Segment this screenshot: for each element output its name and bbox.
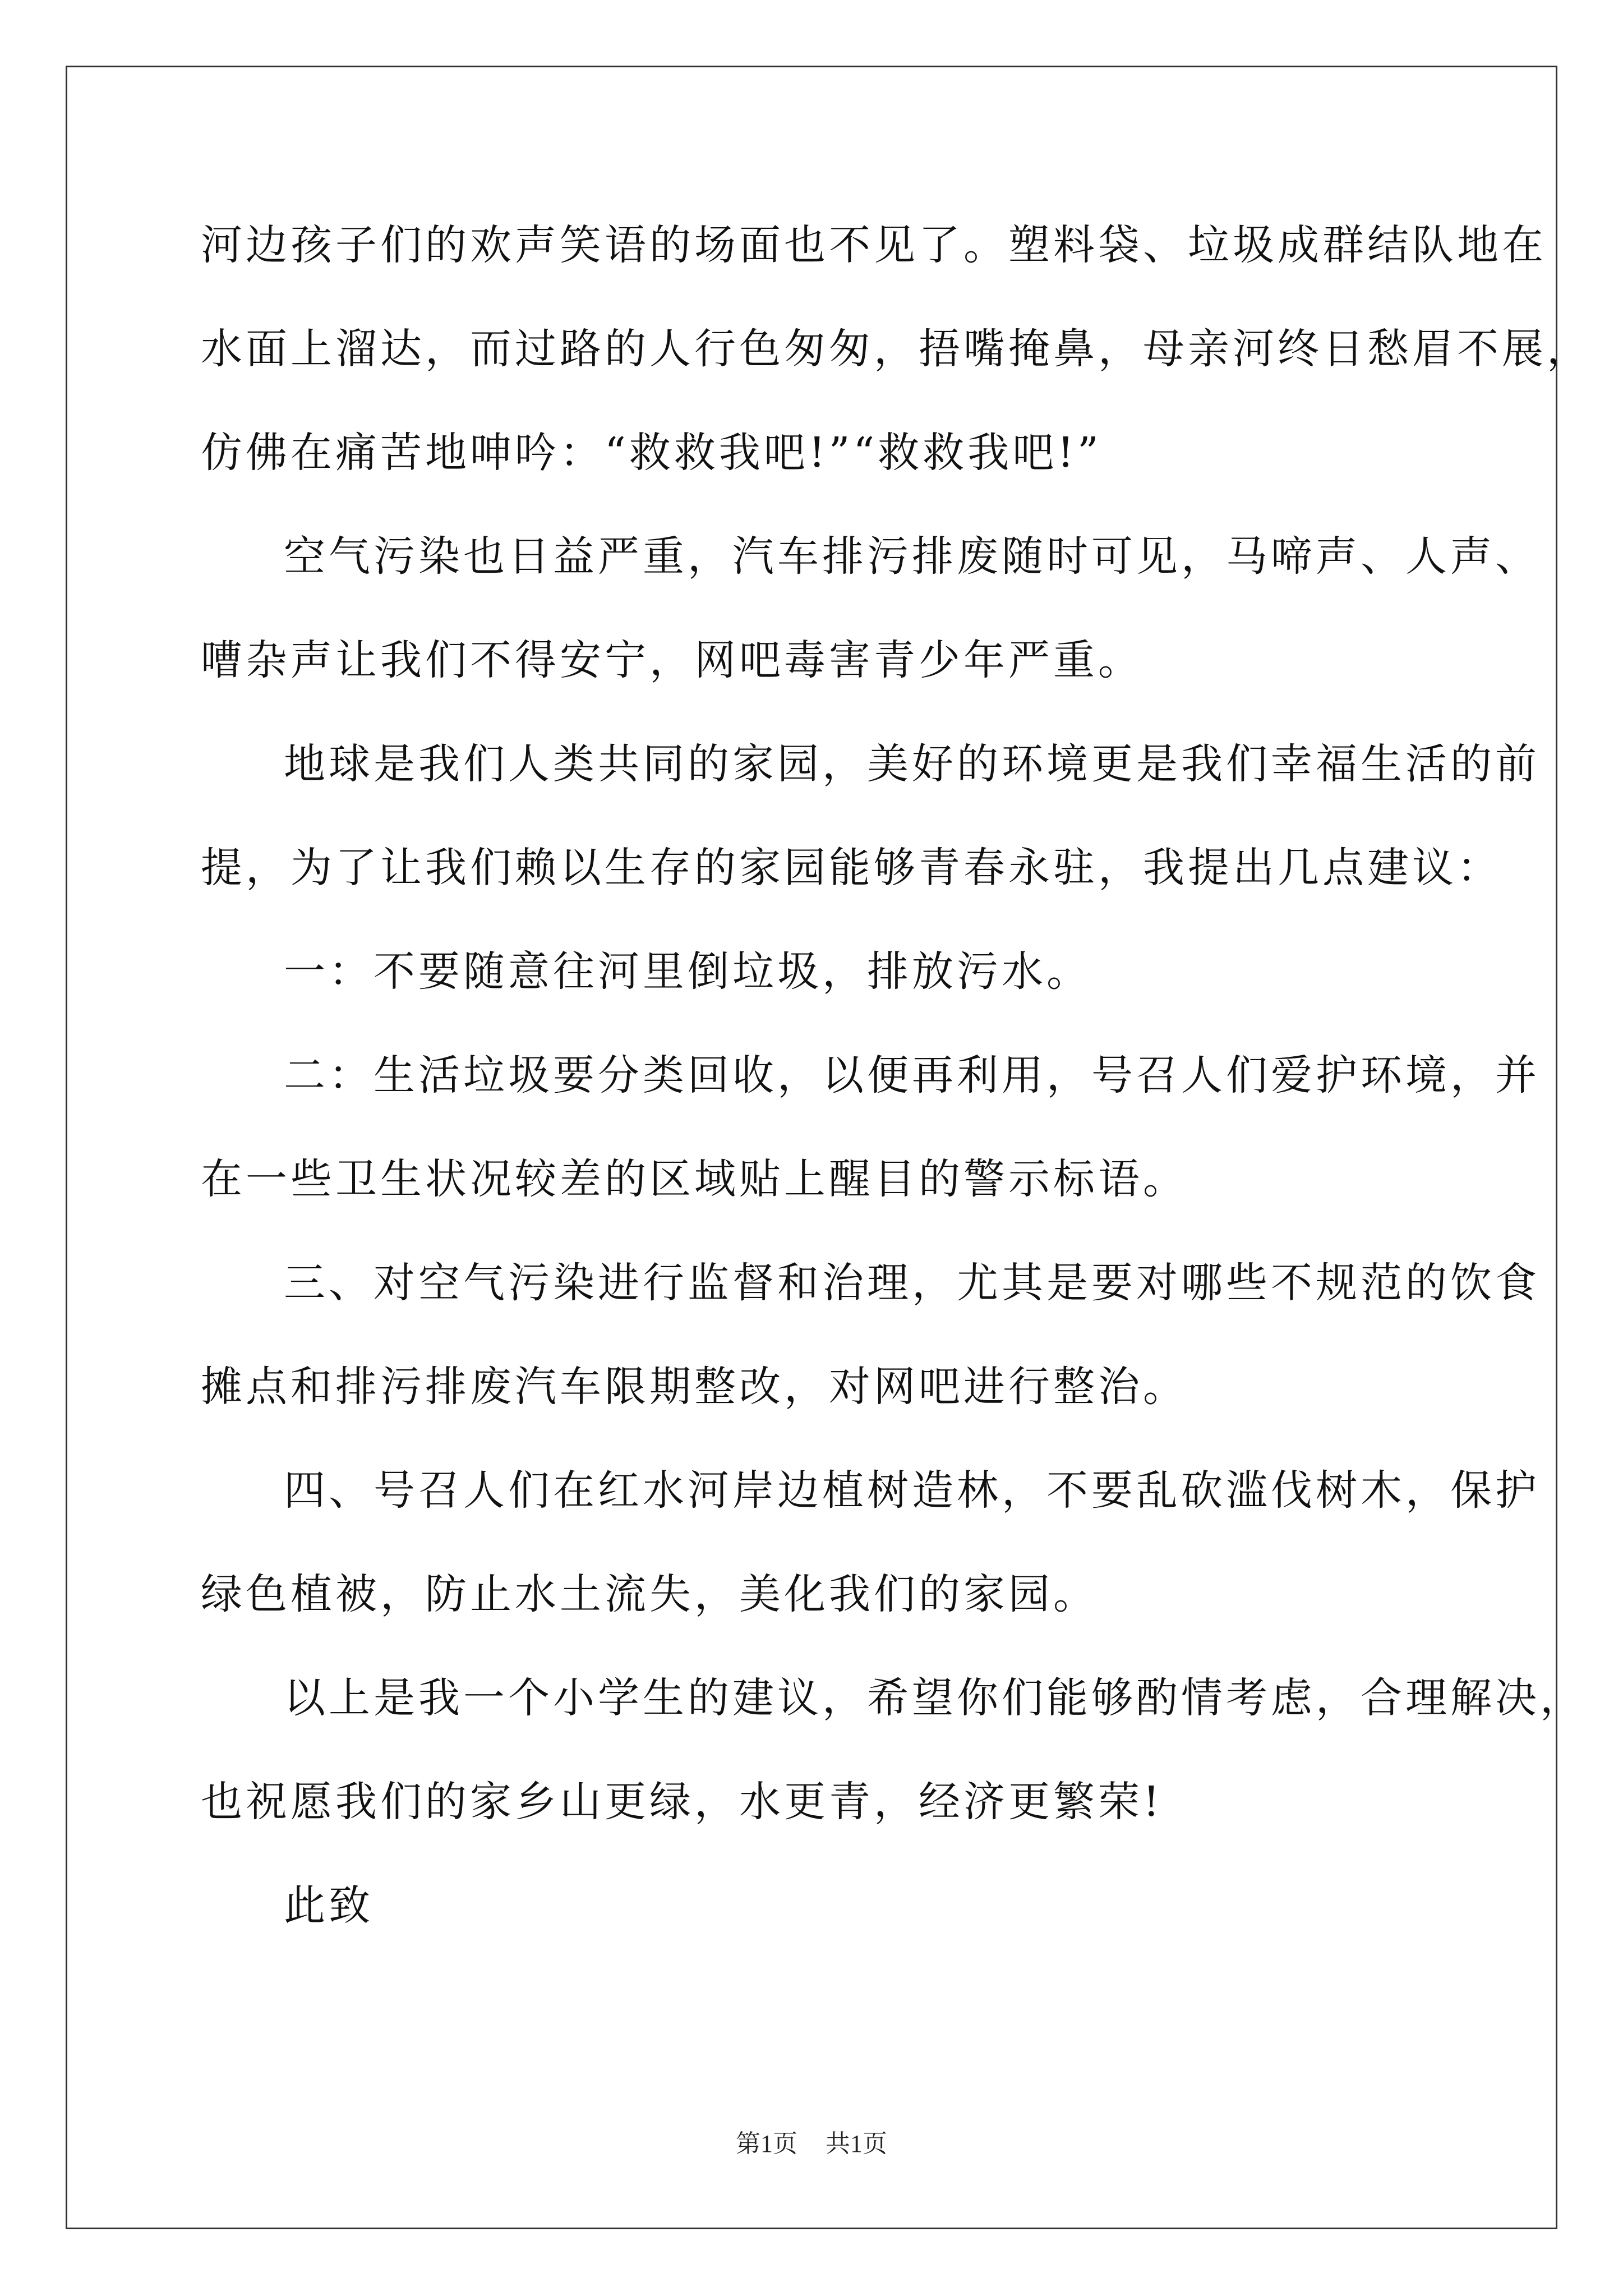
text-line: 摊点和排污排废汽车限期整改，对网吧进行整治。	[201, 1363, 1188, 1411]
text-line: 绿色植被，防止水土流失，美化我们的家园。	[201, 1570, 1098, 1618]
suggestion-two: 二：生活垃圾要分类回收，以便再利用，号召人们爱护环境，并	[284, 1051, 1540, 1099]
text-line: 也祝愿我们的家乡山更绿，水更青，经济更繁荣!	[201, 1778, 1163, 1826]
paragraph-first-line: 地球是我们人类共同的家园，美好的环境更是我们幸福生活的前	[284, 740, 1540, 788]
salutation: 此致	[284, 1881, 374, 1930]
text-line: 仿佛在痛苦地呻吟：“救救我吧!”“救救我吧!”	[201, 429, 1102, 477]
text-line: 在一些卫生状况较差的区域贴上醒目的警示标语。	[201, 1155, 1188, 1203]
page-count: 共1页	[826, 2130, 887, 2157]
page-footer	[0, 2123, 1623, 2159]
text-line: 河边孩子们的欢声笑语的场面也不见了。塑料袋、垃圾成群结队地在	[201, 221, 1547, 269]
suggestion-three: 三、对空气污染进行监督和治理，尤其是要对哪些不规范的饮食	[284, 1259, 1540, 1307]
paragraph-first-line: 空气污染也日益严重，汽车排污排废随时可见，马啼声、人声、	[284, 532, 1540, 581]
text-line: 嘈杂声让我们不得安宁，网吧毒害青少年严重。	[201, 636, 1143, 684]
closing-paragraph: 以上是我一个小学生的建议，希望你们能够酌情考虑，合理解决，	[284, 1674, 1585, 1722]
suggestion-one: 一：不要随意往河里倒垃圾，排放污水。	[284, 947, 1091, 996]
page-number: 第1页	[736, 2130, 797, 2157]
document-body	[201, 221, 1592, 1989]
suggestion-four: 四、号召人们在红水河岸边植树造林，不要乱砍滥伐树木，保护	[284, 1466, 1540, 1515]
text-line: 提，为了让我们赖以生存的家园能够青春永驻，我提出几点建议：	[201, 844, 1502, 892]
text-line: 水面上溜达，而过路的人行色匆匆，捂嘴掩鼻，母亲河终日愁眉不展，	[201, 325, 1592, 373]
